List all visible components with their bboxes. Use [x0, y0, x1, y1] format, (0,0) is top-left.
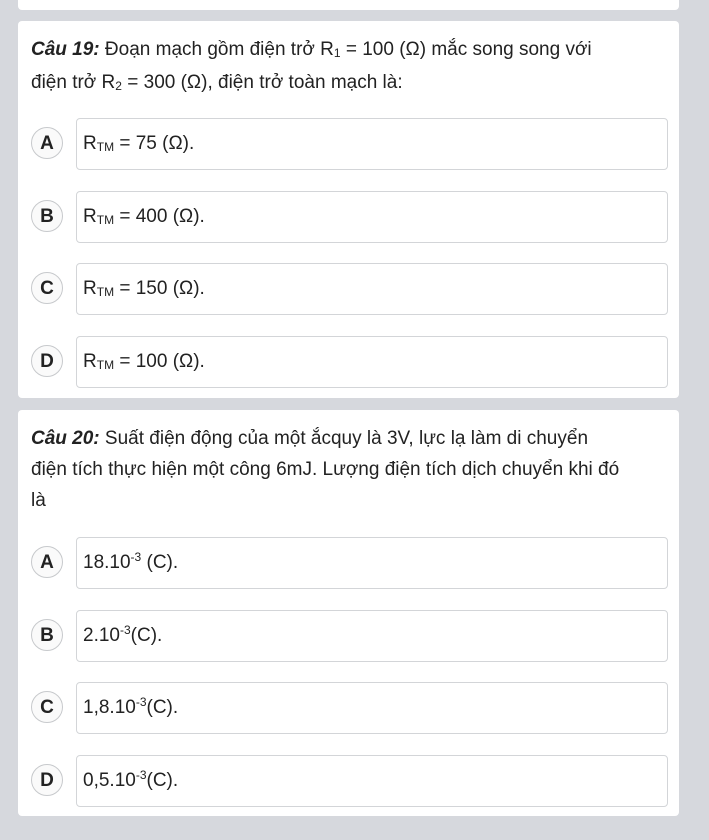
- answer-option-c[interactable]: [31, 682, 668, 734]
- answer-option-b[interactable]: [31, 191, 668, 243]
- question-text: Câu 19: Đoạn mạch gồm điện trở $R_1 = 100$ (Ω) mắc song song với điện trở $R_2 = 300$ (Ω), điện trở toàn mạch là:: [31, 39, 592, 93]
- option-content[interactable]: $R_{TM} = 150$ (Ω).: [76, 263, 668, 315]
- option-content[interactable]: $R_{TM} = 100$ (Ω).: [76, 336, 668, 388]
- option-letter-badge[interactable]: C: [31, 272, 63, 304]
- answer-option-d[interactable]: [31, 755, 668, 807]
- question-card-20: [18, 410, 679, 816]
- answer-option-d[interactable]: [31, 336, 668, 388]
- option-content[interactable]: $R_{TM} = 75$ (Ω).: [76, 118, 668, 170]
- answer-option-c[interactable]: [31, 263, 668, 315]
- option-letter-badge[interactable]: A: [31, 546, 63, 578]
- previous-question-card-bottom: [18, 0, 679, 10]
- option-content[interactable]: $R_{TM} = 400$ (Ω).: [76, 191, 668, 243]
- answer-option-b[interactable]: [31, 610, 668, 662]
- question-card-19: [18, 21, 679, 398]
- question-number: Câu 20:: [31, 428, 100, 449]
- option-letter-badge[interactable]: D: [31, 345, 63, 377]
- option-letter-badge[interactable]: D: [31, 764, 63, 796]
- option-content[interactable]: $2.10^{-3}(C)$.: [76, 610, 668, 662]
- answer-option-a[interactable]: [31, 537, 668, 589]
- question-number: Câu 19:: [31, 39, 100, 60]
- option-content[interactable]: $18.10^{-3}$ (C).: [76, 537, 668, 589]
- option-letter-badge[interactable]: A: [31, 127, 63, 159]
- question-text: Câu 20: Suất điện động của một ắcquy là 3V, lực lạ làm di chuyển điện tích thực hiện một công 6mJ. Lượng điện tích dịch chuyển khi đó là: [31, 428, 620, 511]
- option-letter-badge[interactable]: B: [31, 619, 63, 651]
- option-letter-badge[interactable]: B: [31, 200, 63, 232]
- option-content[interactable]: $0,5.10^{-3}(C)$.: [76, 755, 668, 807]
- option-content[interactable]: $1,8.10^{-3}(C)$.: [76, 682, 668, 734]
- answer-option-a[interactable]: [31, 118, 668, 170]
- option-letter-badge[interactable]: C: [31, 691, 63, 723]
